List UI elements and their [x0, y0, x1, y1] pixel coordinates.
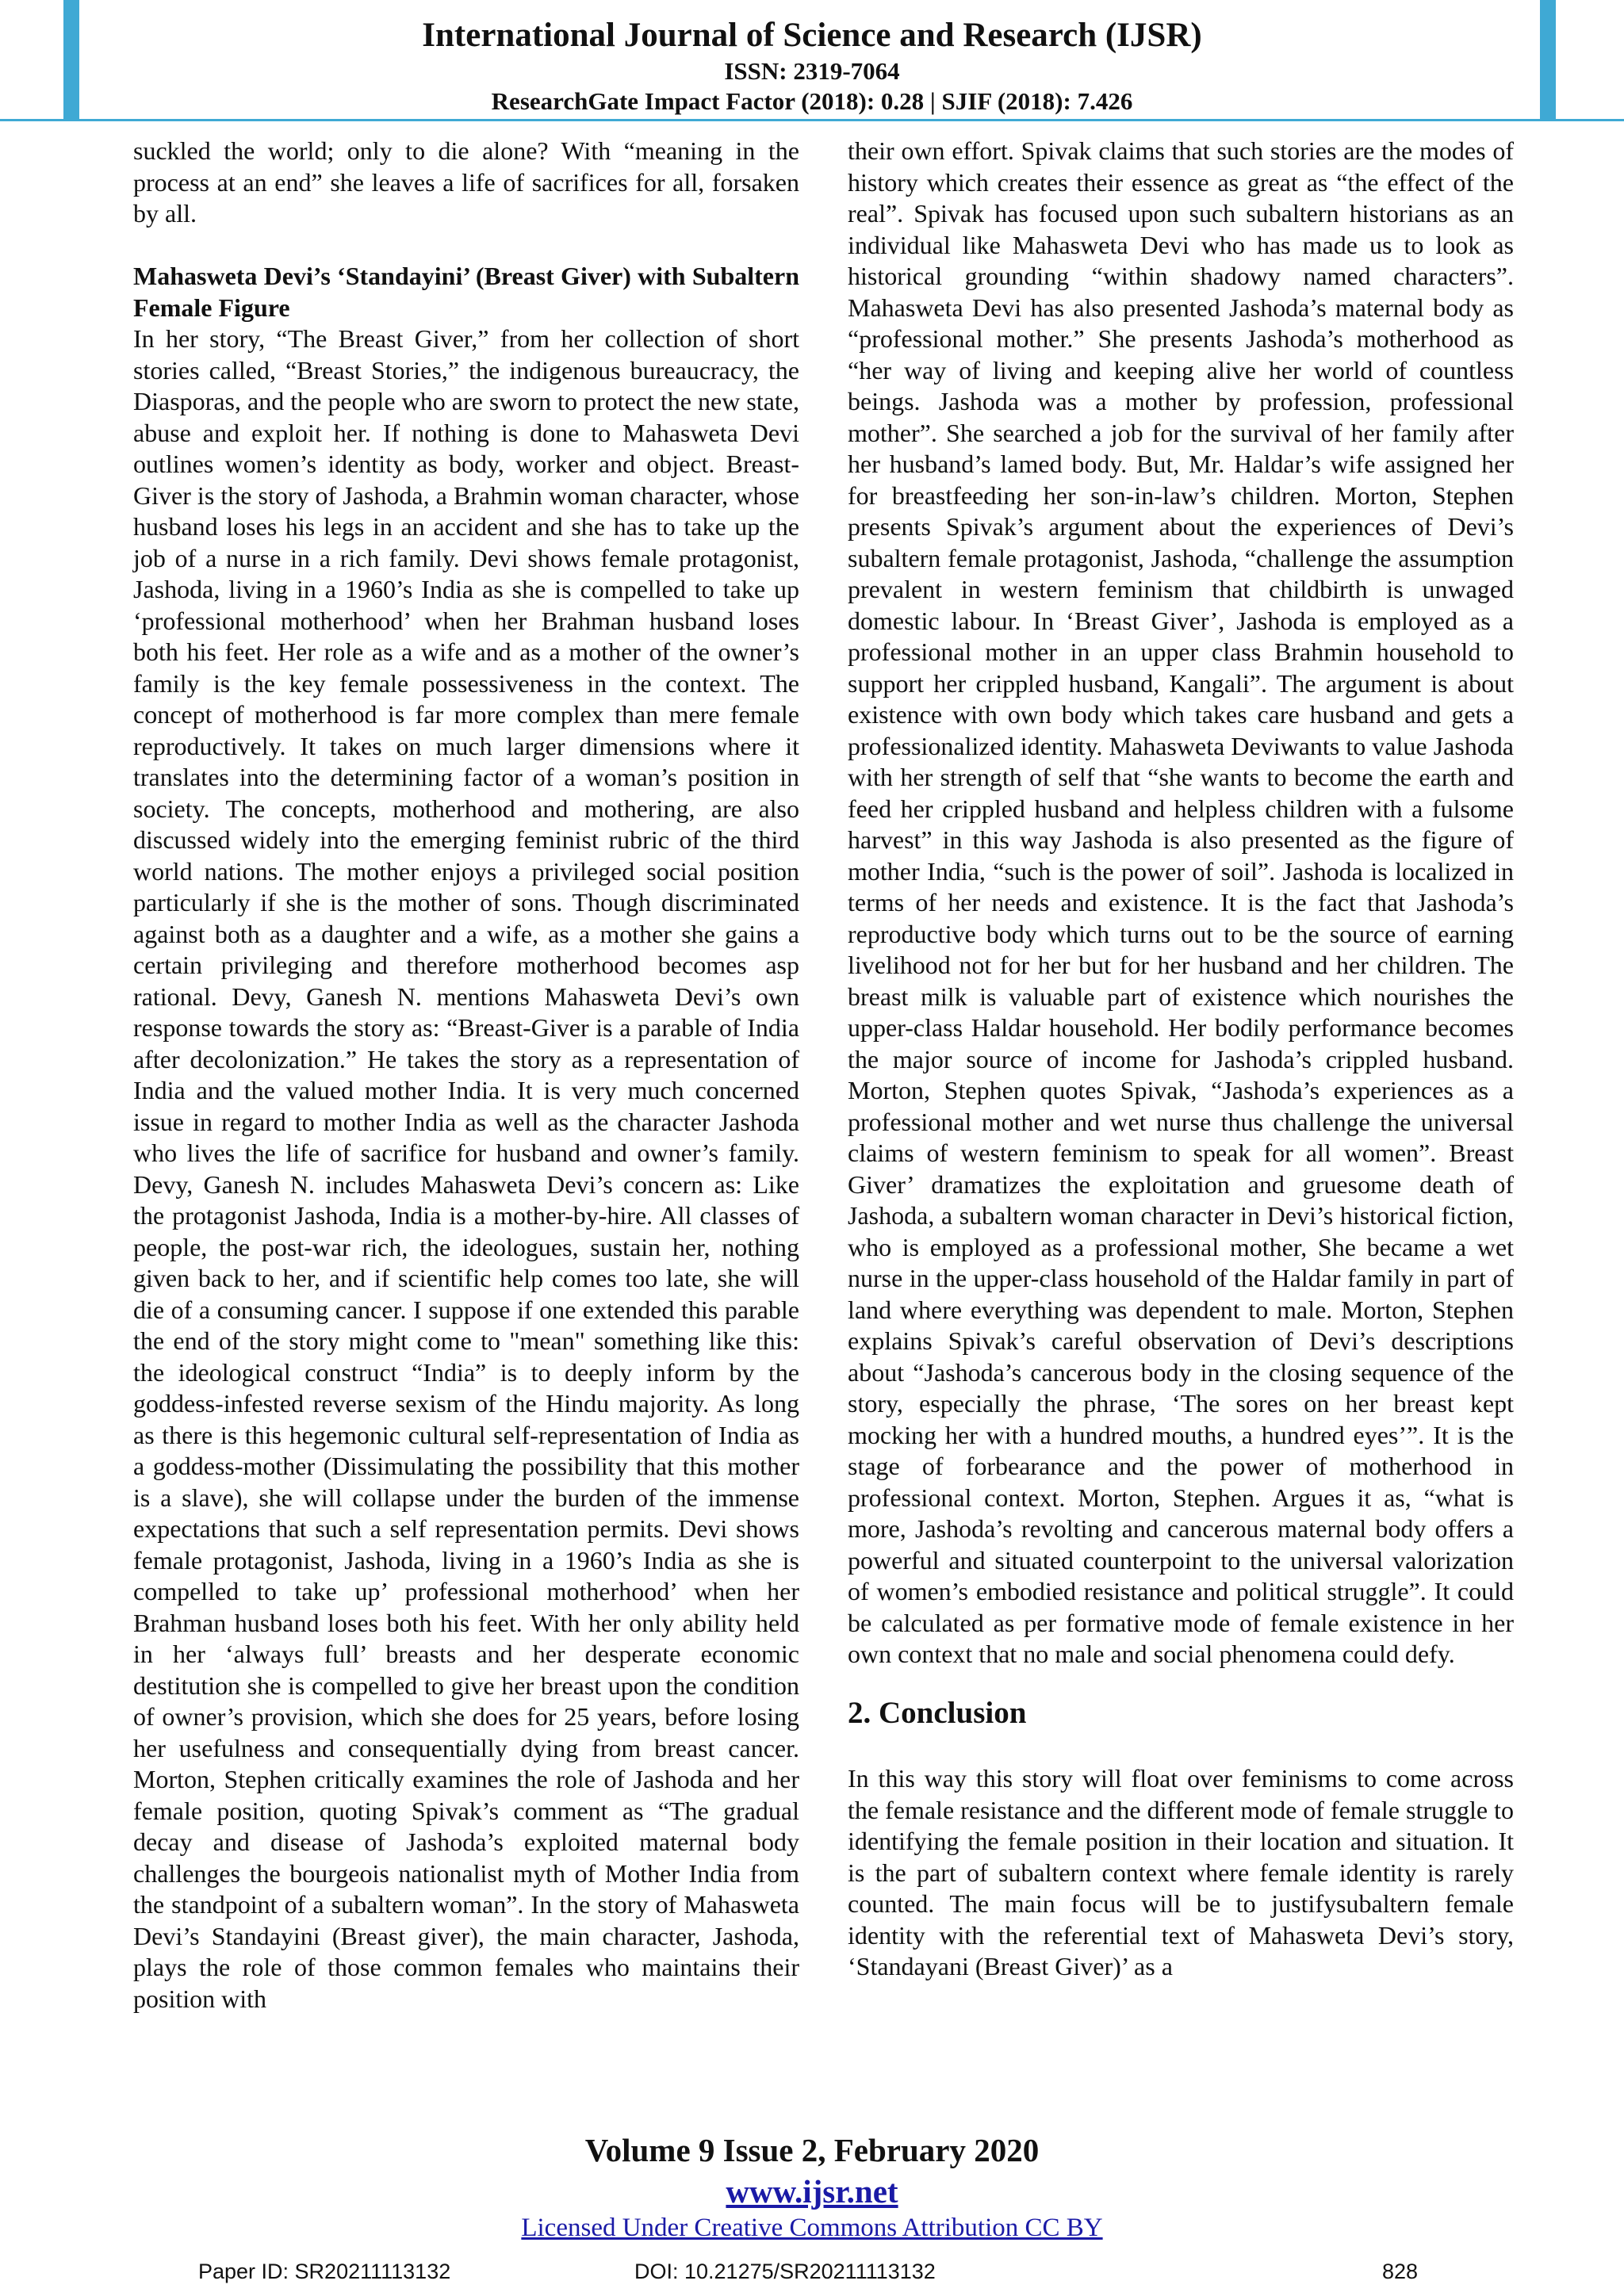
paragraph-conclusion: In this way this story will float over feminisms to come across the female resistance and the different mode of female struggle to identifying the female position in their location and situation. It is the part of subaltern context where female identity is rarely counted. The main focus will be to justifysubaltern female identity with the referential text of Mahasweta Devi’s story, ‘Standayani (Breast Giver)’ as a: [848, 1764, 1514, 1980]
header-rule: [0, 119, 1624, 121]
paragraph-continued: their own effort. Spivak claims that such stories are the modes of history which creates their essence as great as “the effect of the real”. Spivak has focused upon such subaltern historians as an individual like Mahasweta Devi who has made us to look as historical grounding “within shadowy named characters”. Mahasweta Devi has also presented Jashoda’s maternal body as “professional mother.” She presents Jashoda’s motherhood as “her way of living and keeping alive her world of countless beings. Jashoda was a mother by profession, professional mother”. She searched a job for the survival of her family after her husband’s lamed body. But, Mr. Haldar’s wife assigned her for breastfeeding her son-in-law’s children. Morton, Stephen presents Spivak’s argument about the experiences of Devi’s subaltern female protagonist, Jashoda, “challenge the assumption prevalent in western feminism that childbirth is unwaged domestic labour. In ‘Breast Giver’, Jashoda is employed as a professional mother in an upper class Brahmin household to support her crippled husband, Kangali”. The argument is about existence with own body which takes care husband and gets a professionalized identity. Mahasweta Deviwants to value Jashoda with her strength of self that “she wants to become the earth and feed her crippled husband and helpless children with a fulsome harvest” in this way Jashoda is also presented as the figure of mother India, “such is the power of soil”. Jashoda is localized in terms of her needs and existence. It is the fact that Jashoda’s reproductive body which turns out to be the source of earning livelihood not for her but for her husband and her children. The breast milk is valuable part of existence which nourishes the upper-class Haldar household. Her bodily performance becomes the major source of income for Jashoda’s crippled husband. Morton, Stephen quotes Spivak, “Jashoda’s experiences as a professional mother and wet nurse thus challenge the universal claims of western feminism to speak for all women”. Breast Giver’ dramatizes the exploitation and gruesome death of Jashoda, a subaltern woman character in Devi’s historical fiction, who is employed as a professional mother, She became a wet nurse in the upper-class household of the Haldar family in part of land where everything was dependent to male. Morton, Stephen explains Spivak’s careful observation of Devi’s descriptions about “Jashoda’s cancerous body in the closing sequence of the story, especially the phrase, ‘The sores on her breast kept mocking her with a hundred mouths, a hundred eyes’”. It is the stage of forbearance and the power of motherhood in professional context. Morton, Stephen. Argues it as, “what is more, Jashoda’s revolting and cancerous maternal body offers a powerful and situated counterpoint to the universal valorization of women’s embodied resistance and political struggle”. It could be calculated as per formative mode of female existence in her own context that no male and social phenomena could defy.: [848, 136, 1514, 1668]
page-number: 828: [1382, 2260, 1419, 2283]
license-link[interactable]: Licensed Under Creative Commons Attribution CC BY: [521, 2214, 1103, 2242]
website-link[interactable]: www.ijsr.net: [726, 2173, 898, 2210]
right-column: [848, 136, 1514, 1983]
paper-id: Paper ID: SR20211113132: [198, 2260, 451, 2283]
volume-issue: Volume 9 Issue 2, February 2020: [584, 2132, 1040, 2168]
issn-line: ISSN: 2319-7064: [724, 57, 900, 85]
left-column: [133, 136, 799, 2015]
impact-factor-line: ResearchGate Impact Factor (2018): 0.28 | SJIF (2018): 7.426: [491, 87, 1133, 115]
doi: DOI: 10.21275/SR20211113132: [634, 2260, 936, 2283]
section-heading-conclusion: 2. Conclusion: [848, 1695, 1027, 1730]
journal-title: International Journal of Science and Research (IJSR): [422, 17, 1202, 54]
paragraph-intro: suckled the world; only to die alone? With “meaning in the process at an end” she leaves a life of sacrifices for all, forsaken by all.: [133, 136, 799, 228]
paragraph-main: In her story, “The Breast Giver,” from her collection of short stories called, “Breast Stories,” the indigenous bureaucracy, the Diasporas, and the people who are sworn to protect the new state, abuse and exploit her. If nothing is done to Mahasweta Devi outlines women’s identity as body, worker and object. Breast-Giver is the story of Jashoda, a Brahmin woman character, whose husband loses his legs in an accident and she has to take up the job of a nurse in a rich family. Devi shows female protagonist, Jashoda, living in a 1960’s India as she is compelled to take up ‘professional motherhood’ when her Brahman husband loses both his feet. Her role as a wife and as a mother of the owner’s family is the key female possessiveness in the context. The concept of motherhood is far more complex than mere female reproductively. It takes on much larger dimensions where it translates into the determining factor of a woman’s position in society. The concepts, motherhood and mothering, are also discussed widely into the emerging feminist rubric of the third world nations. The mother enjoys a privileged social position particularly if she is the mother of sons. Though discriminated against both as a daughter and a wife, as a mother she gains a certain privileging and therefore motherhood becomes asp rational. Devy, Ganesh N. mentions Mahasweta Devi’s own response towards the story as: “Breast-Giver is a parable of India after decolonization.” He takes the story as a representation of India and the valued mother India. It is very much concerned issue in regard to mother India as well as the character Jashoda who lives the life of sacrifice for husband and owner’s family. Devy, Ganesh N. includes Mahasweta Devi’s concern as: Like the protagonist Jashoda, India is a mother-by-hire. All classes of people, the post-war rich, the ideologues, sustain her, nothing given back to her, and if scientific help comes too late, she will die of a consuming cancer. I suppose if one extended this parable the end of the story might come to "mean" something like this: the ideological construct “India” is to deeply inform by the goddess-infested reverse sexism of the Hindu majority. As long as there is this hegemonic cultural self-representation of India as a goddess-mother (Dissimulating the possibility that this mother is a slave), she will collapse under the burden of the immense expectations that such a self representation permits. Devi shows female protagonist, Jashoda, living in a 1960’s India as she is compelled to take up’ professional motherhood’ when her Brahman husband loses both his feet. With her only ability held in her ‘always full’ breasts and her desperate economic destitution she is compelled to give her breast upon the condition of owner’s provision, which she does for 25 years, before losing her usefulness and consequentially dying from breast cancer. Morton, Stephen critically examines the role of Jashoda and her female position, quoting Spivak’s comment as “The gradual decay and disease of Jashoda’s exploited maternal body challenges the bourgeois nationalist myth of Mother India from the standpoint of a subaltern woman”. In the story of Mahasweta Devi’s Standayini (Breast giver), the main character, Jashoda, plays the role of those common females who maintains their position with: [133, 324, 799, 2013]
paragraph-spacer: [133, 230, 799, 262]
subsection-heading: Mahasweta Devi’s ‘Standayini’ (Breast Giver) with Subaltern Female Figure: [133, 262, 799, 322]
